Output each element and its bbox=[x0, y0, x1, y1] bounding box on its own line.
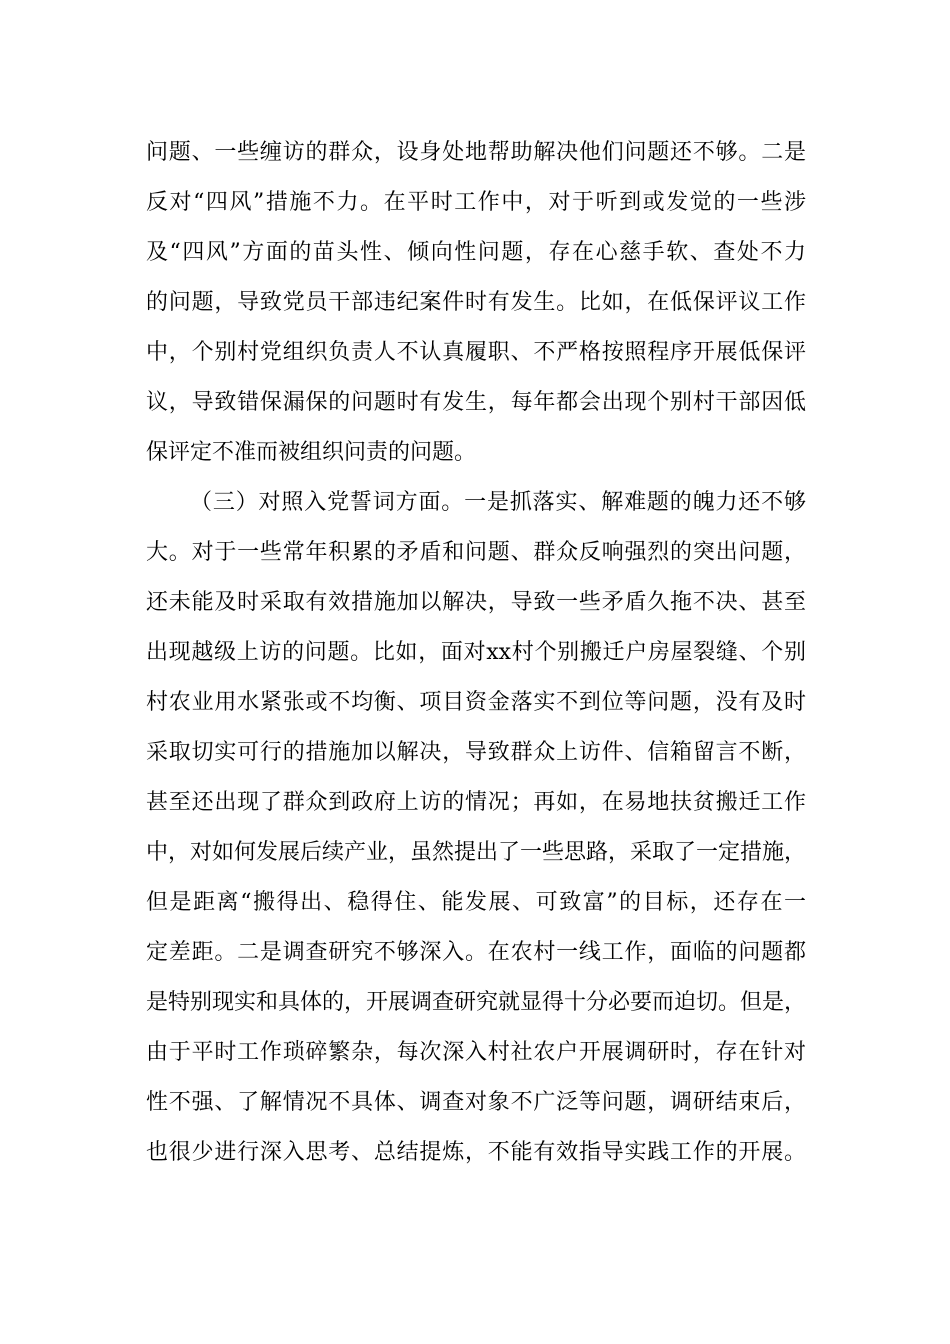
text-line: 性不强、了解情况不具体、调查对象不广泛等问题，调研结束后， bbox=[146, 1090, 806, 1115]
paragraph bbox=[146, 478, 806, 1178]
text-line: 但是距离“搬得出、稳得住、能发展、可致富”的目标，还存在一 bbox=[146, 890, 806, 915]
text-line: 的问题，导致党员干部违纪案件时有发生。比如，在低保评议工作 bbox=[146, 290, 806, 315]
text-line: 出现越级上访的问题。比如，面对xx村个别搬迁户房屋裂缝、个别 bbox=[146, 640, 806, 665]
text-line: 大。对于一些常年积累的矛盾和问题、群众反响强烈的突出问题， bbox=[146, 540, 806, 565]
text-line: 中，个别村党组织负责人不认真履职、不严格按照程序开展低保评 bbox=[146, 340, 806, 365]
document-body bbox=[146, 128, 806, 1178]
text-line: 也很少进行深入思考、总结提炼，不能有效指导实践工作的开展。 bbox=[146, 1140, 806, 1165]
text-line: （三）对照入党誓词方面。一是抓落实、解难题的魄力还不够 bbox=[190, 490, 806, 515]
paragraph bbox=[146, 128, 806, 478]
text-line: 是特别现实和具体的，开展调查研究就显得十分必要而迫切。但是， bbox=[146, 990, 807, 1015]
text-line: 问题、一些缠访的群众，设身处地帮助解决他们问题还不够。二是 bbox=[146, 140, 806, 165]
text-line: 村农业用水紧张或不均衡、项目资金落实不到位等问题，没有及时 bbox=[146, 690, 806, 715]
text-line: 及“四风”方面的苗头性、倾向性问题，存在心慈手软、查处不力 bbox=[146, 240, 806, 265]
text-line: 议，导致错保漏保的问题时有发生，每年都会出现个别村干部因低 bbox=[146, 390, 806, 415]
text-line: 中，对如何发展后续产业，虽然提出了一些思路，采取了一定措施， bbox=[146, 840, 807, 865]
text-line: 甚至还出现了群众到政府上访的情况；再如，在易地扶贫搬迁工作 bbox=[146, 790, 806, 815]
text-line: 反对“四风”措施不力。在平时工作中，对于听到或发觉的一些涉 bbox=[146, 190, 806, 215]
text-line: 还未能及时采取有效措施加以解决，导致一些矛盾久拖不决、甚至 bbox=[146, 590, 806, 615]
text-line: 由于平时工作琐碎繁杂，每次深入村社农户开展调研时，存在针对 bbox=[146, 1040, 806, 1065]
text-line: 采取切实可行的措施加以解决，导致群众上访件、信箱留言不断， bbox=[146, 740, 806, 765]
text-line: 定差距。二是调查研究不够深入。在农村一线工作，面临的问题都 bbox=[146, 940, 806, 965]
text-line: 保评定不准而被组织问责的问题。 bbox=[146, 440, 477, 465]
